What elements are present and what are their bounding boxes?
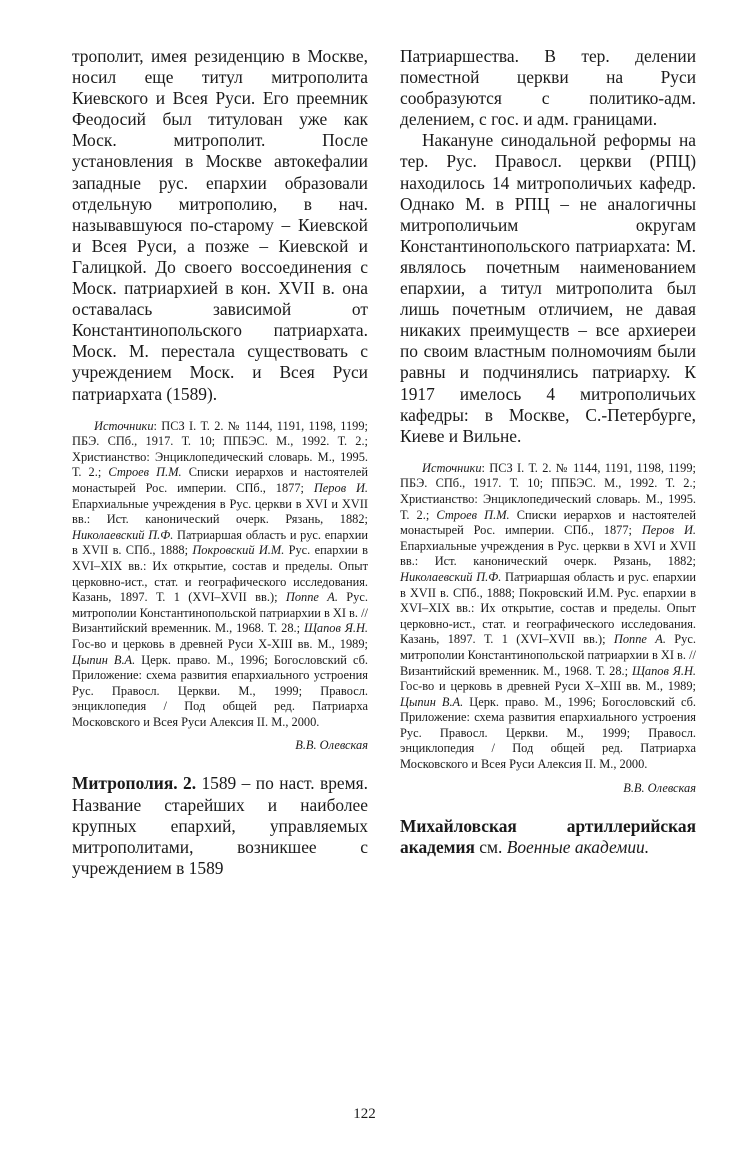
article-author: В.В. Олевская — [623, 780, 696, 795]
source-author: Щапов Я.Н. — [303, 621, 368, 636]
source-author: Цыпин В.А. — [400, 694, 464, 709]
sources-label: Источники — [422, 460, 482, 475]
source-author: Николаевский П.Ф. — [72, 527, 174, 542]
source-author: Перов И. — [641, 523, 696, 538]
source-author: Щапов Я.Н. — [631, 663, 696, 678]
entry-headword: Митрополия. 2. — [72, 773, 197, 794]
right-column — [400, 46, 696, 858]
roman-numeral: XVII — [278, 278, 315, 299]
sources-label: Источники — [94, 418, 154, 433]
article-paragraph: трополит, имея резиденцию в Москве, носил еще титул митрополита Киевского и Всея Руси. Его преемник Феодосий был титулован уже как Моск. митрополит. После установления в Москве автокефалии западные рус. епархии образовали отдельную митрополию, в нач. называвшуюся по-старому – Киевской и Всея Руси, а позже – Киевской и Галицкой. До своего воссоединения с Моск. патриархией в кон. XVII в. она оставалась зависимой от Константинопольского патриархата. Моск. М. перестала существовать с учреждением Моск. и Всея Руси патриархата (1589). — [72, 46, 368, 404]
article-paragraph: Накануне синодальной реформы на тер. Рус. Правосл. церкви (РПЦ) находилось 14 митрополичьих кафедр. Однако М. в РПЦ – не аналогичны митрополичьим округам Константинопольского патриархата: М. являлось почетным наименованием епархии, а титул митрополита был лишь почетным отличием, не давая никаких преимуществ – все архиереи по своим властным полномочиям были равны и подчинялись патриарху. К 1917 имелось 4 митрополичьих кафедры: в Москве, С.-Петербурге, Киеве и Вильне. — [400, 130, 696, 446]
source-author: Цыпин В.А. — [72, 652, 136, 667]
left-column — [72, 46, 368, 879]
source-author: Перов И. — [313, 480, 368, 495]
source-author: Николаевский П.Ф. — [400, 569, 502, 584]
sources-list: Источники: ПСЗ I. Т. 2. № 1144, 1191, 1198, 1199; ПБЭ. СПб., 1917. Т. 10; ППБЭС. М., 1992. Т. 2.; Христианство: Энциклопедический словарь. М., 1995. Т. 2.; Строев П.М. Списки иерархов и настоятелей монастырей Рос. империи. СПб., 1877; Перов И. Епархиальные учреждения в Рус. церкви в XVI и XVII вв.: Ист. канонический очерк. Рязань, 1882; Николаевский П.Ф. Патриаршая область и рус. епархии в XVII в. СПб., 1888; Покровский И.М. Рус. епархии в XVI–XIX вв.: Их открытие, состав и пределы. Опыт церковно-ист., стат. и географического исследования. Казань, 1897. Т. 1 (XVI–XVII вв.); Поппе А. Рус. митрополии Константинопольской патриархии в XI в. // Византийский временник. М., 1968. Т. 28.; Щапов Я.Н. Гос-во и церковь в древней Руси X-XIII вв. М., 1989; Цыпин В.А. Церк. право. М., 1996; Богословский сб. Приложение: схема развития епархиального устроения Рус. Правосл. Церкви. М., 1999; Правосл. энциклопедия / Под общей ред. Патриарха Московского и Всея Руси Алексия II. М., 2000. — [72, 418, 368, 729]
cross-reference: Военные академии. — [506, 836, 650, 857]
source-author: Строев П.М. — [108, 465, 182, 480]
entry-mitropoliya-2: Митрополия. 2. 1589 – по наст. время. Название старейших и наиболее крупных епархий, управляемых митрополитами, возникшее с учреждением в 1589 — [72, 773, 369, 878]
sources-list: Источники: ПСЗ I. Т. 2. № 1144, 1191, 1198, 1199; ПБЭ. СПб., 1917. Т. 10; ППБЭС. М., 1992. Т. 2.; Христианство: Энциклопедический словарь. М., 1995. Т. 2.; Строев П.М. Списки иерархов и настоятелей монастырей Рос. империи. СПб., 1877; Перов И. Епархиальные учреждения в Рус. церкви в XVI и XVII вв.: Ист. канонический очерк. Рязань, 1882; Николаевский П.Ф. Патриаршая область и рус. епархии в XVII в. СПб., 1888; Покровский И.М. Рус. епархии в XVI–XIX вв.: Их открытие, состав и пределы. Опыт церковно-ист., стат. и географического исследования. Казань, 1897. Т. 1 (XVI–XVII вв.); Поппе А. Рус. митрополии Константинопольской патриархии в XI в. // Византийский временник. М., 1968. Т. 28.; Щапов Я.Н. Гос-во и церковь в древней Руси X–XIII вв. М., 1989; Цыпин В.А. Церк. право. М., 1996; Богословский сб. Приложение: схема развития епархиального устроения Рус. Правосл. Церкви. М., 1999; Правосл. энциклопедия / Под общей ред. Патриарха Московского и Всея Руси Алексия II. М., 2000. — [400, 460, 696, 772]
source-author: Поппе А. — [285, 590, 338, 605]
entry-mikhailovskaya-akademiya: Михайловская артиллерийская академия см. Военные академии. — [400, 815, 696, 857]
source-author: Строев П.М. — [436, 507, 510, 522]
article-paragraph: Патриаршества. В тер. делении поместной церкви на Руси сообразуются с политико-адм. делением, с гос. и адм. границами. — [400, 46, 696, 130]
source-author: Покровский И.М. — [192, 543, 285, 558]
page-number: 122 — [353, 1106, 376, 1122]
entry-headword: Михайловская артиллерийская академия — [400, 815, 696, 857]
source-author: Поппе А. — [613, 632, 666, 647]
article-author: В.В. Олевская — [295, 738, 368, 753]
